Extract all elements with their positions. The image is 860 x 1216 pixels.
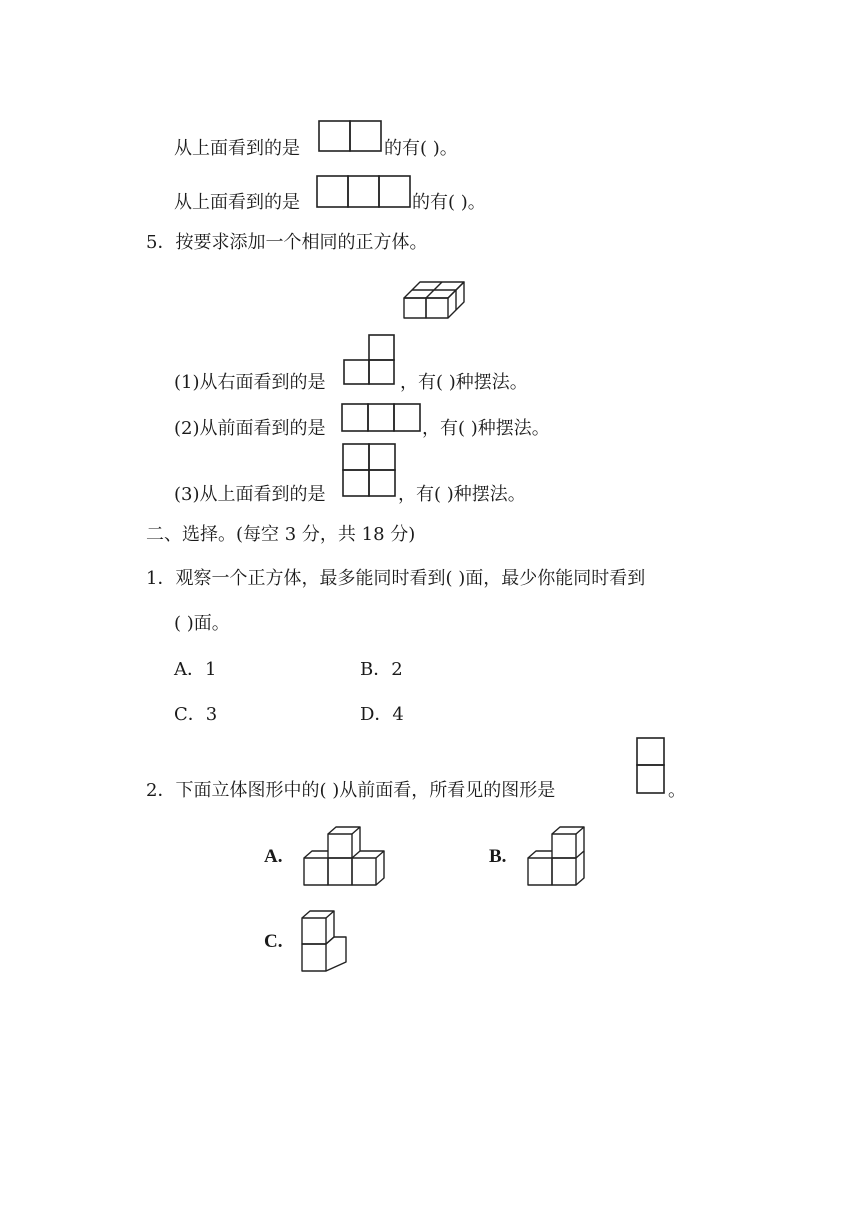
section-2-heading: 二、选择。(每空 3 分，共 18 分) — [146, 524, 416, 545]
top-view-three-squares-figure — [316, 175, 412, 208]
q4-line-1-suffix: 的有( )。 — [384, 138, 458, 159]
q5-sub3-prefix: (3)从上面看到的是 — [174, 484, 326, 505]
s2-q1-line-1: 1．观察一个正方体，最多能同时看到( )面，最少你能同时看到 — [146, 568, 646, 589]
top-view-two-squares-figure — [318, 120, 382, 152]
q5-sub1 — [174, 371, 326, 395]
s2-q2-suffix: 。 — [668, 780, 686, 801]
s2-q1-option-d: D．4 — [360, 704, 404, 725]
q4-line-1 — [174, 137, 300, 161]
top-view-2x2-squares-figure — [342, 443, 396, 497]
s2-q1-option-b: B．2 — [360, 659, 403, 680]
q4-line-2-prefix: 从上面看到的是 — [174, 192, 300, 213]
choice-c-solid-figure — [298, 910, 352, 974]
choice-a-solid-figure — [300, 826, 392, 888]
q5-title: 5．按要求添加一个相同的正方体。 — [146, 232, 428, 253]
q4-line-2-suffix: 的有( )。 — [412, 192, 486, 213]
q5-sub1-suffix: ，有( )种摆法。 — [400, 372, 528, 393]
front-view-three-squares-figure — [341, 403, 421, 433]
right-view-l-shape-figure — [342, 334, 398, 386]
q5-sub2-prefix: (2)从前面看到的是 — [174, 418, 326, 439]
q4-line-2 — [174, 191, 300, 215]
choice-b-solid-figure — [524, 826, 592, 888]
q5-sub2 — [174, 417, 326, 441]
choice-a-label: A. — [264, 846, 283, 867]
q5-sub3 — [174, 483, 326, 507]
q5-sub3-suffix: ，有( )种摆法。 — [398, 484, 526, 505]
choice-c-label: C. — [264, 931, 283, 952]
s2-q1-option-a: A．1 — [174, 659, 217, 680]
front-view-vertical-two-squares-figure — [636, 737, 666, 795]
s2-q2-prefix: 2．下面立体图形中的( )从前面看，所看见的图形是 — [146, 780, 556, 801]
s2-q1-option-c: C．3 — [174, 704, 218, 725]
s2-q1-line-2: ( )面。 — [174, 613, 230, 634]
q5-sub2-suffix: ，有( )种摆法。 — [422, 418, 550, 439]
choice-b-label: B. — [489, 846, 507, 867]
q5-sub1-prefix: (1)从右面看到的是 — [174, 372, 326, 393]
q5-solid-four-cubes-figure — [400, 278, 472, 322]
q4-line-1-prefix: 从上面看到的是 — [174, 138, 300, 159]
